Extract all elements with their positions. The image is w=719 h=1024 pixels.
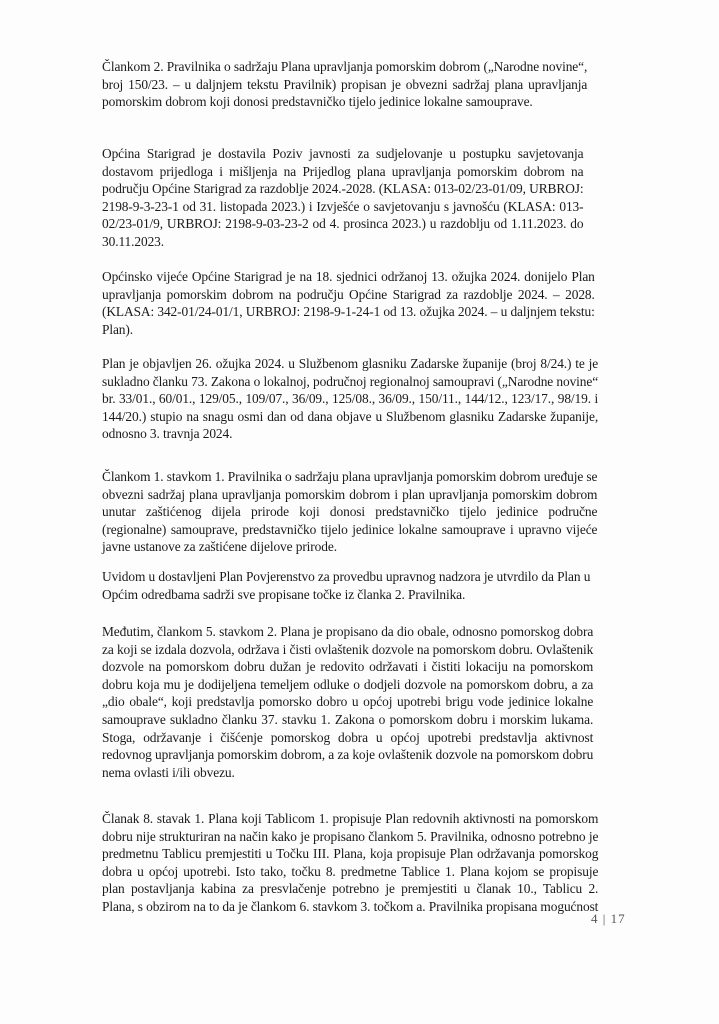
text-line: Općina Starigrad je dostavila Poziv javnosti za sudjelovanje u postupku savjetovanja [102,146,584,161]
text-line: dobru koja mu je dodijeljena temeljem odluke o dodjeli dozvole na pomorskom dobru, a za [102,676,594,692]
text-line: „dio obale“, koji predstavlja pomorsko dobro u općoj upotrebi brigu vode jedinice lokalne [102,694,594,710]
text-line: unutar zaštićenog dijela prirode koji donosi predstavničko tijelo jedinice područne [102,504,598,520]
text-line: predmetnu Tablicu premjestiti u Točku III. Plana, koja propisuje Plan održavanja pomorskog [102,846,599,862]
text-line: (KLASA: 342-01/24-01/1, URBROJ: 2198-9-1-24-1 od 13. ožujka 2024. – u daljnjem tekstu: [102,304,595,320]
text-line: području Općine Starigrad za razdoblje 2024.-2028. (KLASA: 013-02/23-01/09, URBROJ: [102,181,584,197]
paragraph-4 [102,355,598,443]
paragraph-6 [102,568,590,603]
text-line: broj 150/23. – u daljnjem tekstu Pravilnik) propisan je obvezni sadržaj plana upravljanja [102,76,588,92]
text-line: Članak 8. stavak 1. Plana koji Tablicom 1. propisuje Plan redovnih aktivnosti na pomorskom [102,811,599,826]
page-number: 4 | 17 [591,911,626,926]
text-line: Općinsko vijeće Općine Starigrad je na 18. sjednici održanoj 13. ožujka 2024. donijelo Plan [102,269,595,284]
text-line: samouprave sukladno članku 37. stavku 1. Zakona o pomorskom dobru i morskim lukama. [102,711,594,727]
paragraph-3 [102,268,595,338]
text-line: obvezni sadržaj plana upravljanja pomorskim dobrom i plan upravljanja pomorskim dobrom [102,486,598,502]
text-line: dozvole na pomorskom dobru dužan je redovito održavati i čistiti lokaciju na pomorskom [102,659,594,675]
text-line: (regionalne) samouprave, predstavničko tijelo jedinice lokalne samouprave i upravno vijeće [102,521,598,537]
text-line: dostavom prijedloga i mišljenja na Prijedlog plana upravljanja pomorskim dobrom na [102,163,584,179]
text-line: br. 33/01., 60/01., 129/05., 109/07., 36/09., 125/08., 36/09., 150/11., 144/12., 123/17., 98/19. i [102,391,599,407]
text-line: Međutim, člankom 5. stavkom 2. Plana je propisano da dio obale, odnosno pomorskog dobra [102,624,594,639]
text-line: pomorskim dobrom koji donosi predstavničko tijelo jedinice lokalne samouprave. [102,94,533,110]
text-line: 02/23-01/9, URBROJ: 2198-9-03-23-2 od 4. prosinca 2023.) u razdoblju od 1.11.2023. do [102,216,584,232]
text-line: Člankom 2. Pravilnika o sadržaju Plana upravljanja pomorskim dobrom („Narodne novine“, [102,59,588,74]
paragraph-8 [102,810,598,916]
paragraph-2 [102,145,584,251]
paragraph-5 [102,468,597,556]
text-line: Općim odredbama sadrži sve propisane točke iz članka 2. Pravilnika. [102,586,466,602]
paragraph-7 [102,623,593,781]
paragraph-1 [102,58,587,111]
text-line: Plan). [102,321,134,337]
text-line: Člankom 1. stavkom 1. Pravilnika o sadržaju plana upravljanja pomorskim dobrom uređuje se [102,469,598,484]
text-line: Stoga, održavanje i čišćenje pomorskog dobra u općoj upotrebi predstavlja aktivnost [102,729,594,745]
text-line: upravljanja pomorskim dobrom na području Općine Starigrad za razdoblje 2024. – 2028. [102,286,595,302]
text-line: Plana, s obzirom na to da je člankom 6. stavkom 3. točkom a. Pravilnika propisana mogućnost [102,898,599,914]
text-line: za koji se izdala dozvola, održava i čisti ovlaštenik dozvole na pomorskom dobru. Ovlaštenik [102,641,594,657]
text-line: redovnog upravljanja pomorskim dobrom, a za koje ovlaštenik dozvole na pomorskom dobru [102,747,594,763]
text-line: 30.11.2023. [102,233,165,249]
text-line: 2198-9-3-23-1 od 31. listopada 2023.) i Izvješće o savjetovanju s javnošću (KLASA: 013- [102,198,584,214]
text-line: dobra u općoj upotrebi. Isto tako, točku 8. predmetne Tablice 1. Plana kojom se propisuje [102,863,599,879]
text-line: odnosno 3. travnja 2024. [102,426,233,442]
text-line: javne ustanove za zaštićene dijelove prirode. [102,539,337,555]
text-line: sukladno članku 73. Zakona o lokalnoj, područnoj regionalnoj samoupravi („Narodne novine“ [102,373,599,389]
text-line: Plan je objavljen 26. ožujka 2024. u Službenom glasniku Zadarske županije (broj 8/24.) te je [102,356,599,371]
text-line: dobru nije strukturiran na način kako je propisano člankom 5. Pravilnika, odnosno potrebno je [102,828,599,844]
text-line: plan postavljanja kabina za presvlačenje potrebno je premjestiti u članak 10., Tablicu 2. [102,881,599,897]
text-line: nema ovlasti i/ili obvezu. [102,764,235,780]
text-line: Uvidom u dostavljeni Plan Povjerenstvo za provedbu upravnog nadzora je utvrdilo da Plan u [102,569,591,584]
text-line: 144/20.) stupio na snagu osmi dan od dana objave u Službenom glasniku Zadarske županije, [102,408,599,424]
